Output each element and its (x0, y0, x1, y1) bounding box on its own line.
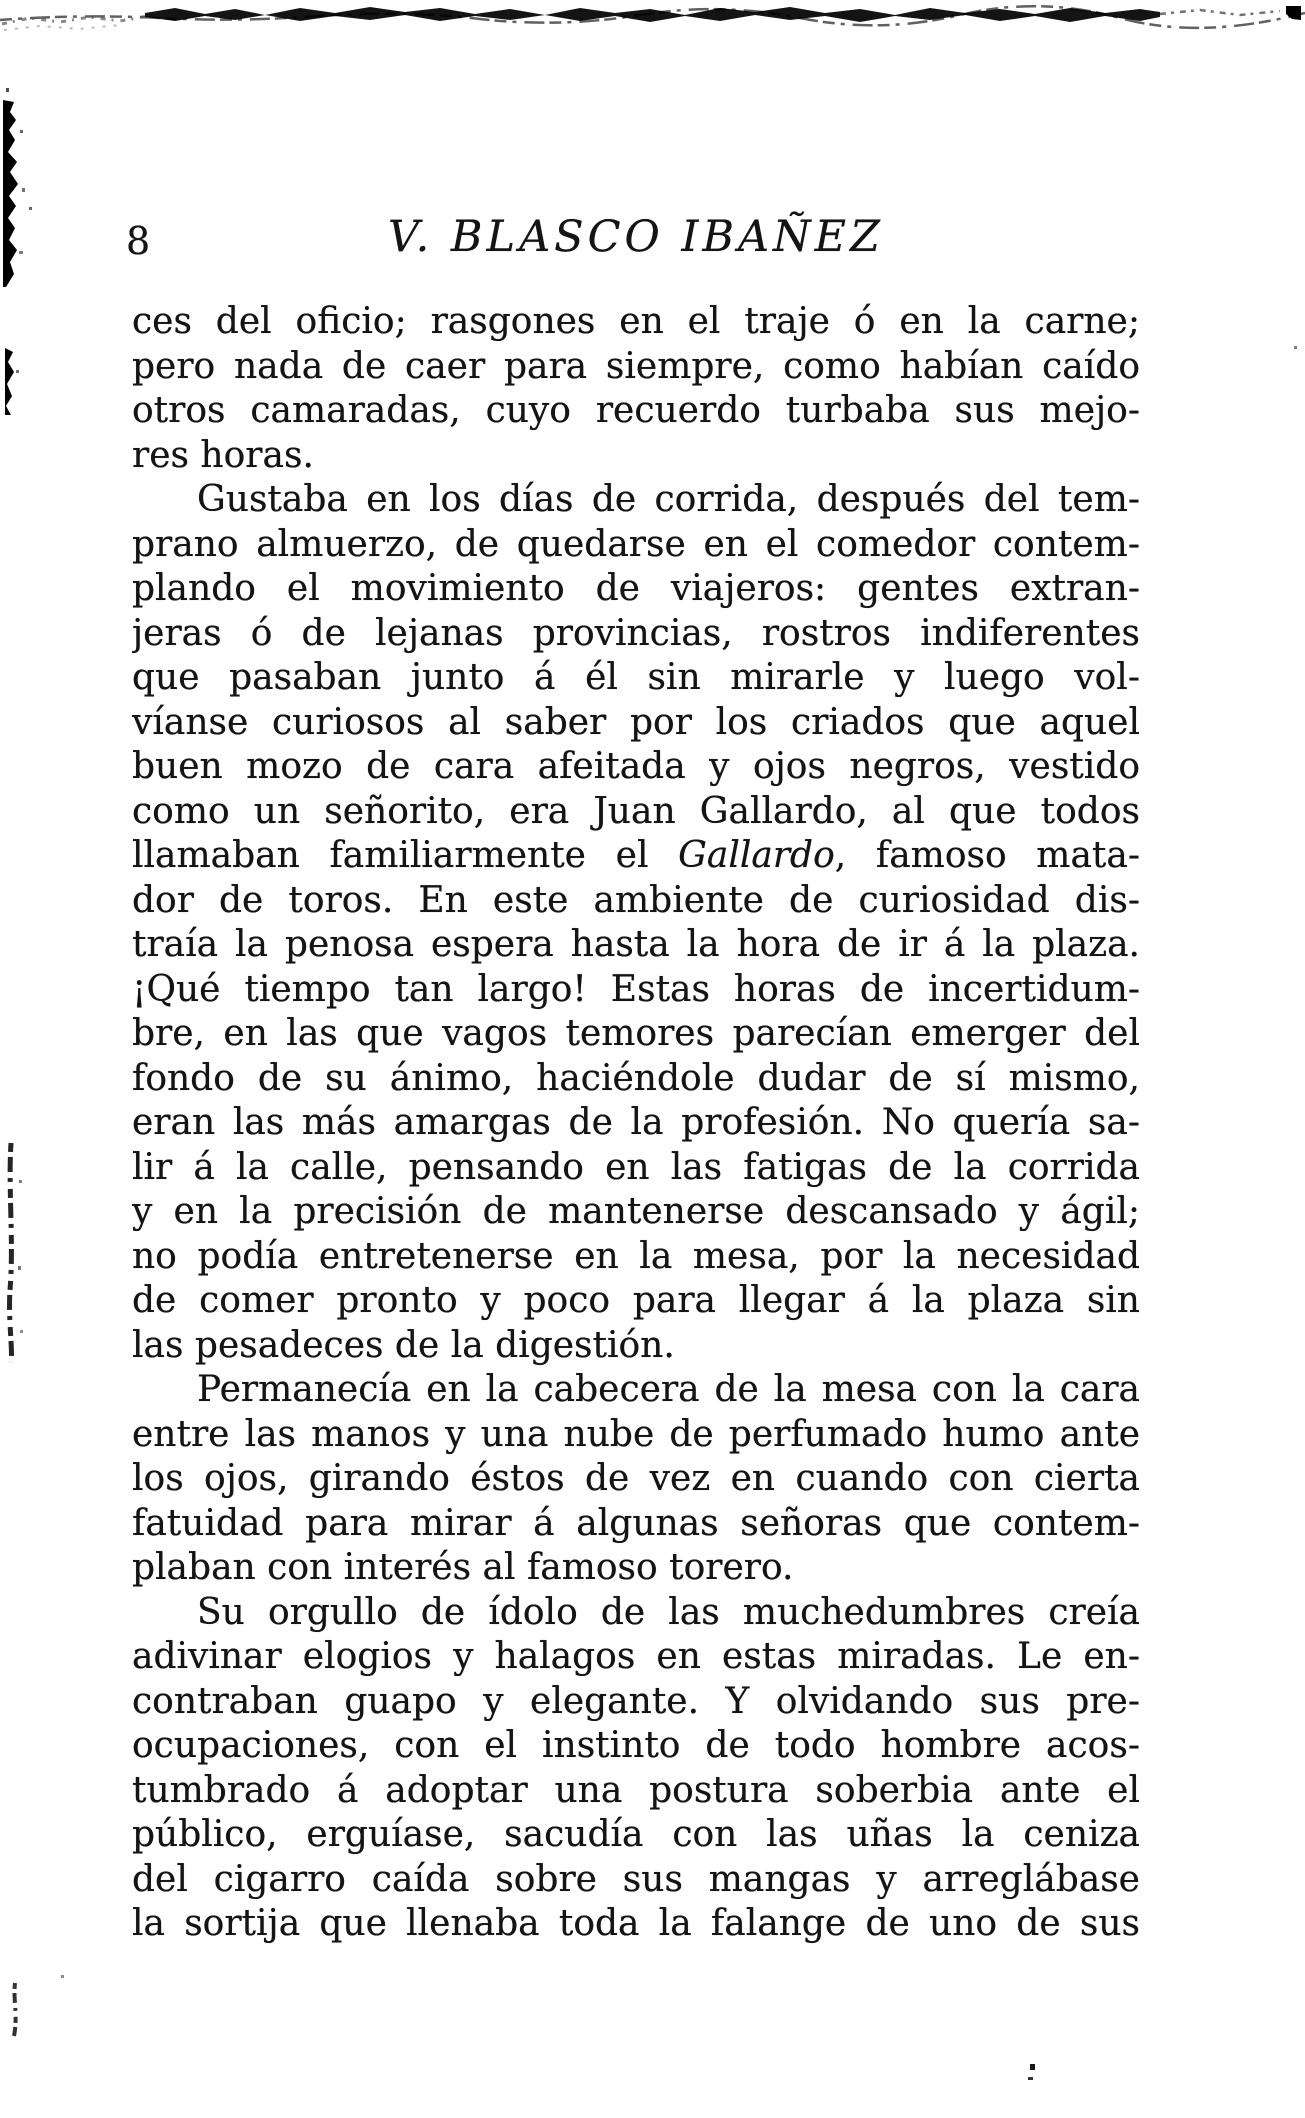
text-run: llamaban familiarmente el (132, 835, 679, 876)
text-line (132, 1279, 1140, 1324)
text-line (132, 567, 1140, 612)
text-line (132, 1813, 1140, 1858)
scan-mark-left-mid (5, 348, 19, 415)
text-run: eran las más amargas de la profesión. No quería sa- (132, 1102, 1140, 1143)
text-run: traía la penosa espera hasta la hora de ir á la plaza. (132, 924, 1140, 965)
text-run: la sortija que llenaba toda la falange de uno de sus (132, 1903, 1140, 1944)
text-run: lir á la calle, pensando en las fatigas de la corrida (132, 1146, 1140, 1188)
text-line (132, 1368, 1140, 1413)
text-run: res horas. (132, 434, 314, 476)
text-run: prano almuerzo, de quedarse en el comedor contem- (132, 523, 1140, 565)
text-line (132, 1680, 1140, 1725)
text-line (132, 1769, 1140, 1814)
body-text (132, 300, 1140, 1947)
text-line (132, 434, 1140, 479)
text-run: ocupaciones, con el instinto de todo hombre acos- (132, 1725, 1140, 1766)
text-run: Su orgullo de ídolo de las muchedumbres creía (197, 1591, 1140, 1633)
text-line (132, 790, 1140, 835)
text-run: fondo de su ánimo, haciéndole dudar de sí mismo, (132, 1057, 1140, 1099)
text-line (132, 923, 1140, 968)
text-run: de comer pronto y poco para llegar á la plaza sin (132, 1280, 1140, 1321)
text-line (132, 745, 1140, 790)
text-line (132, 1057, 1140, 1102)
text-run: ces del oficio; rasgones en el traje ó en la carne; (132, 301, 1140, 342)
text-line (132, 1457, 1140, 1502)
text-run: otros camaradas, cuyo recuerdo turbaba sus mejo- (132, 390, 1140, 431)
text-line (132, 1012, 1140, 1057)
text-run: público, erguíase, sacudía con las uñas la ceniza (132, 1814, 1140, 1855)
scan-edge-top (0, 6, 1305, 30)
text-line (132, 879, 1140, 924)
text-line (132, 300, 1140, 345)
text-line (132, 389, 1140, 434)
text-run: Permanecía en la cabecera de la mesa con la cara (197, 1369, 1140, 1410)
text-line (132, 968, 1140, 1013)
scan-streak-left-bottom (14, 1975, 64, 2036)
text-run: entre las manos y una nube de perfumado humo ante (132, 1413, 1140, 1455)
text-run: del cigarro caída sobre sus mangas y arreglábase (132, 1858, 1140, 1900)
text-run: buen mozo de cara afeitada y ojos negros, vestido (132, 746, 1140, 787)
text-run: plando el movimiento de viajeros: gentes extran- (132, 568, 1140, 609)
text-line (132, 1502, 1140, 1547)
scan-streak-left-lower (10, 1143, 23, 1362)
text-line (132, 1591, 1140, 1636)
text-run: adivinar elogios y halagos en estas miradas. Le en- (132, 1636, 1140, 1677)
text-line (132, 612, 1140, 657)
text-line (132, 834, 1140, 879)
text-run: jeras ó de lejanas provincias, rostros indiferentes (132, 612, 1140, 654)
text-line (132, 1101, 1140, 1146)
text-line (132, 1146, 1140, 1191)
text-run: contraban guapo y elegante. Y olvidando sus pre- (132, 1680, 1140, 1722)
text-line (132, 1858, 1140, 1903)
text-line (132, 1635, 1140, 1680)
text-run: víanse curiosos al saber por los criados que aquel (132, 701, 1140, 743)
text-run: como un señorito, era Juan Gallardo, al que todos (132, 790, 1140, 832)
text-run: tumbrado á adoptar una postura soberbia ante el (132, 1769, 1140, 1811)
text-run: Gustaba en los días de corrida, después del tem- (197, 479, 1140, 520)
text-line (132, 345, 1140, 390)
text-line (132, 1413, 1140, 1458)
text-line (132, 1724, 1140, 1769)
text-run: dor de toros. En este ambiente de curiosidad dis- (132, 879, 1140, 921)
text-run: fatuidad para mirar á algunas señoras que contem- (132, 1502, 1140, 1544)
text-line (132, 1324, 1140, 1369)
text-run: y en la precisión de mantenerse descansado y ágil; (132, 1191, 1140, 1232)
text-line (132, 1235, 1140, 1280)
text-line (132, 1190, 1140, 1235)
italic-text: Gallardo (678, 835, 835, 876)
page-header (126, 212, 1140, 272)
text-run: los ojos, girando éstos de vez en cuando con cierta (132, 1458, 1140, 1499)
text-run: no podía entretenerse en la mesa, por la necesidad (132, 1235, 1140, 1277)
text-run: las pesadeces de la digestión. (132, 1324, 675, 1366)
text-run: ¡Qué tiempo tan largo! Estas horas de incertidum- (132, 968, 1140, 1010)
text-run: pero nada de caer para siempre, como habían caído (132, 345, 1140, 387)
text-run: plaban con interés al famoso torero. (132, 1547, 794, 1588)
text-line (132, 478, 1140, 523)
text-run: bre, en las que vagos temores parecían emerger del (132, 1013, 1140, 1054)
running-header-author: V. BLASCO IBAÑEZ (388, 212, 884, 262)
text-run: que pasaban junto á él sin mirarle y luego vol- (132, 657, 1140, 698)
text-line (132, 1902, 1140, 1947)
text-line (132, 656, 1140, 701)
scan-mark-left-upper (3, 88, 32, 287)
text-line (132, 701, 1140, 746)
page-number: 8 (126, 219, 151, 263)
text-line (132, 1546, 1140, 1591)
text-line (132, 523, 1140, 568)
text-run: , famoso mata- (834, 835, 1140, 876)
